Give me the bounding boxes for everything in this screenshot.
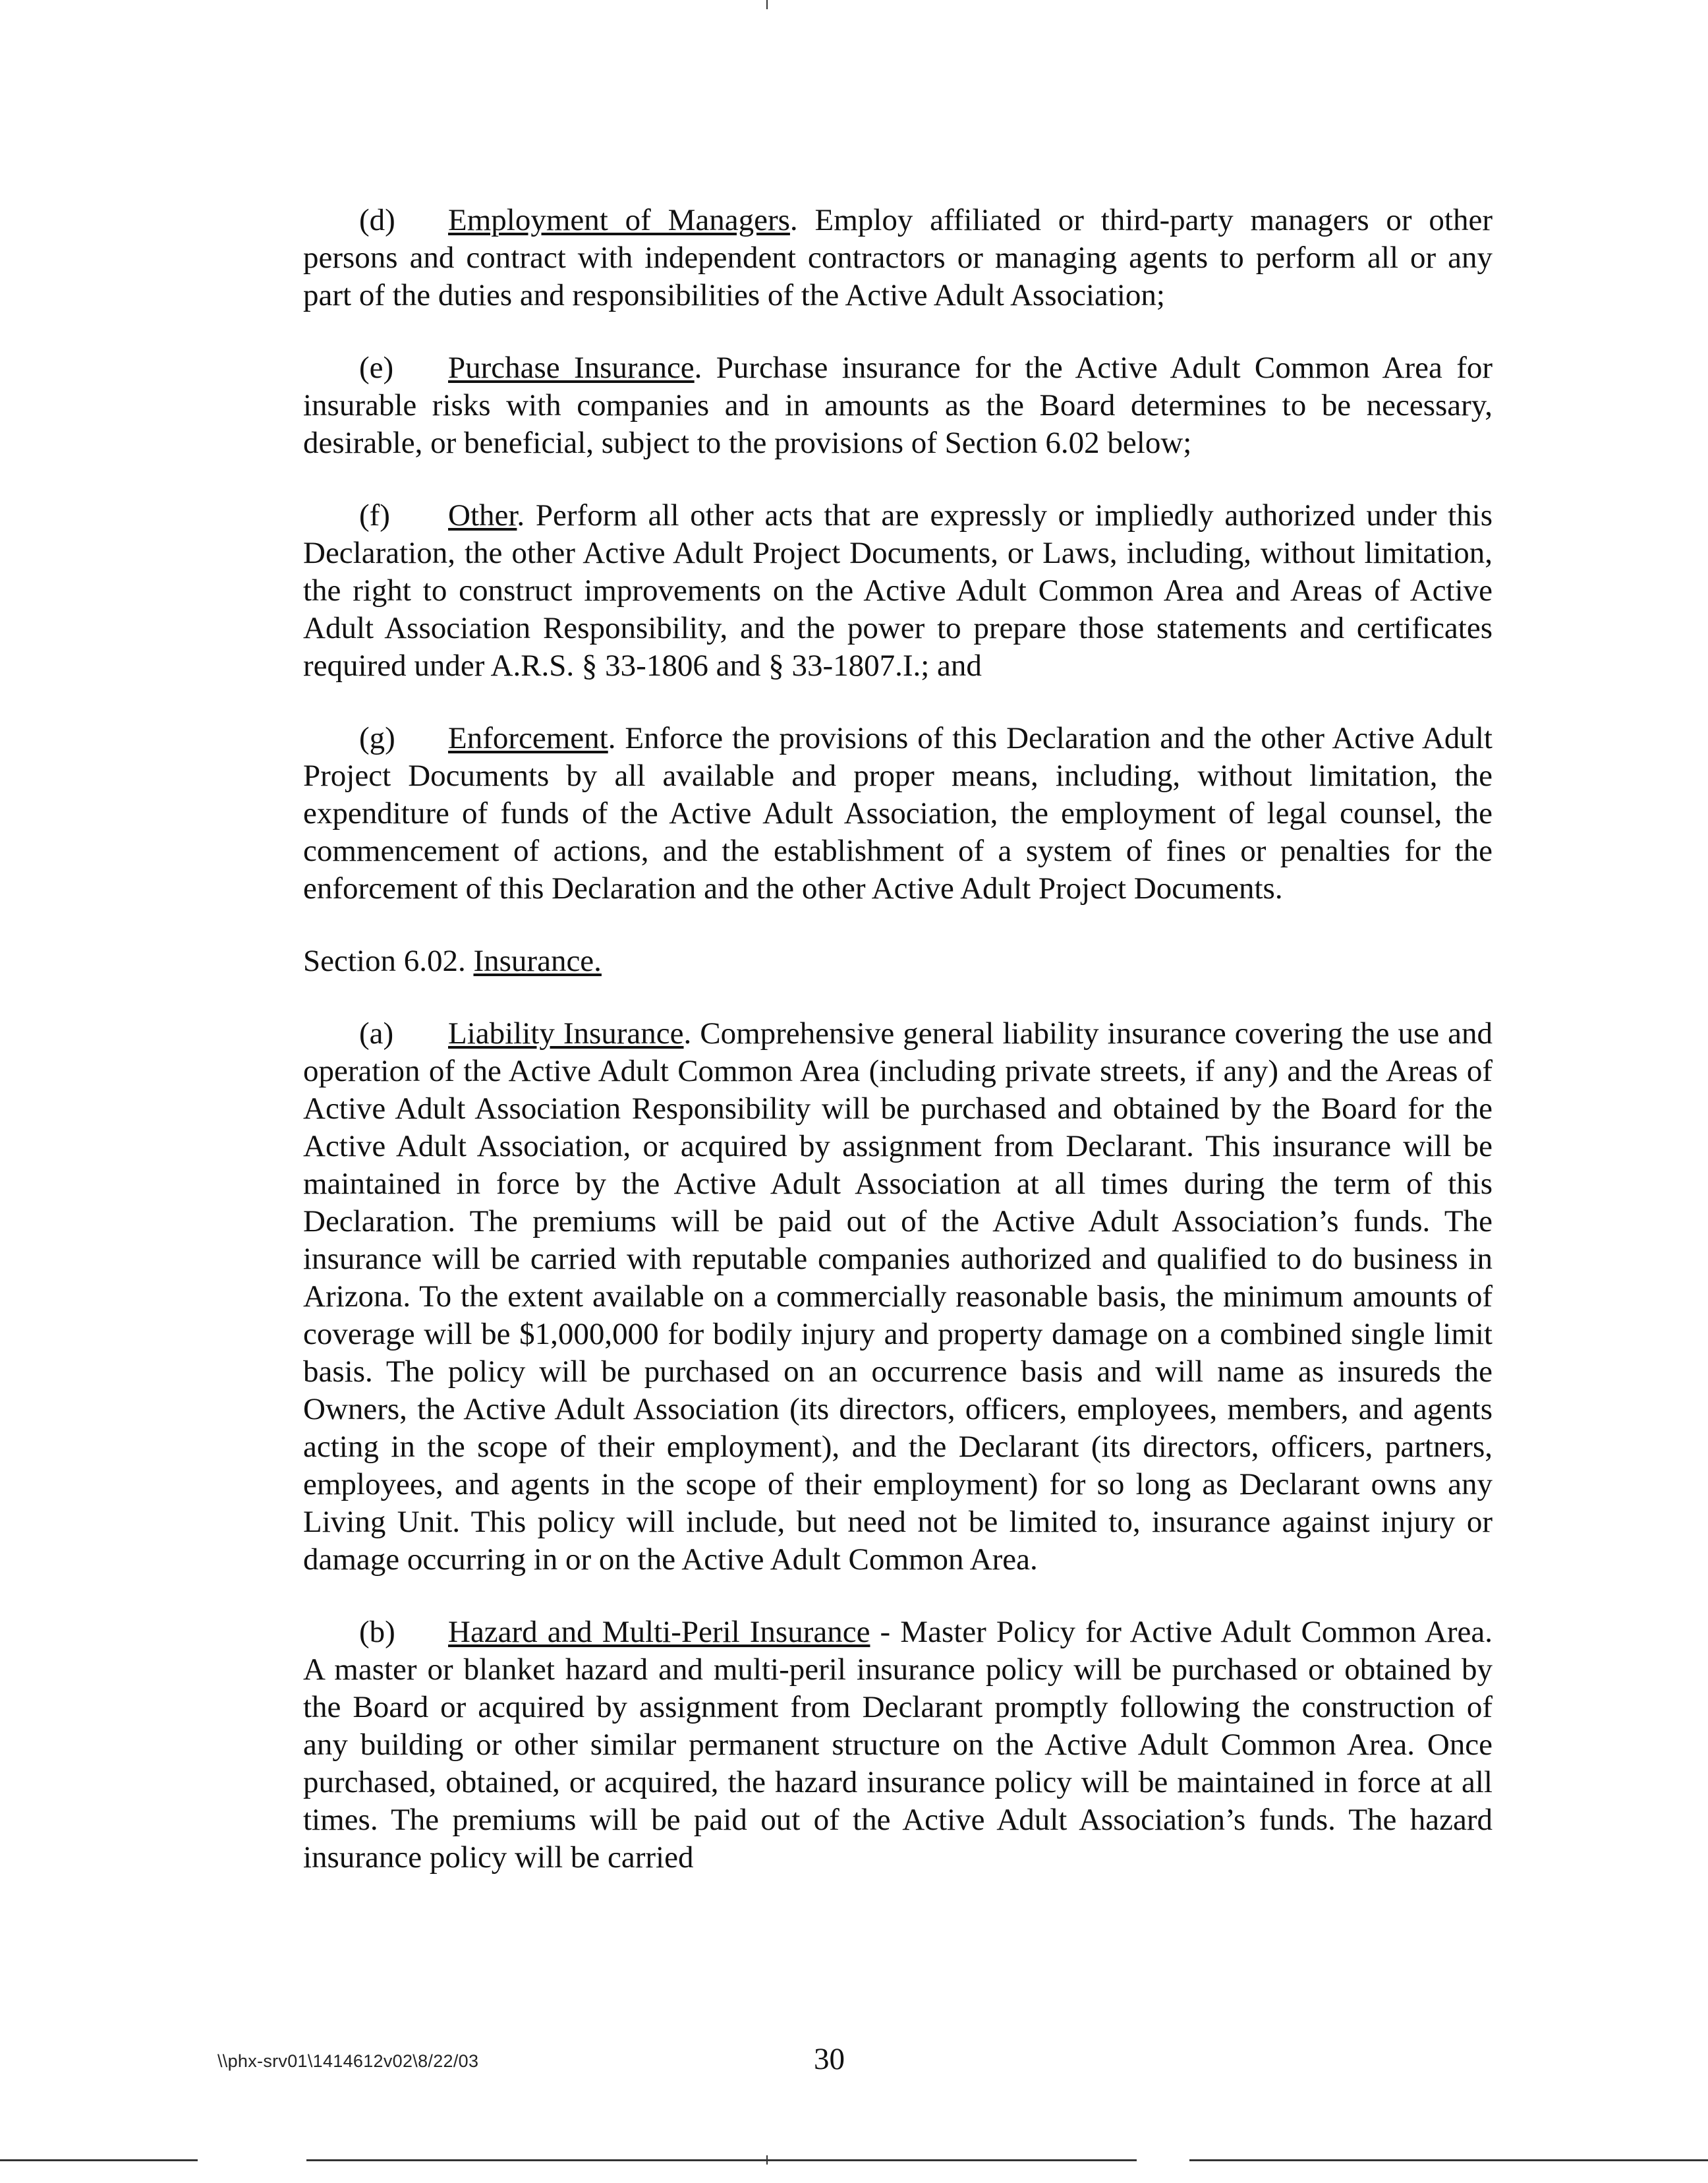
scan-mark-top bbox=[766, 0, 768, 9]
item-number: (b) bbox=[359, 1615, 395, 1649]
bottom-rule-right bbox=[1189, 2159, 1708, 2161]
item-body: . Comprehensive general liability insurance covering the use and operation of the Active Adult Common Area (including private streets, if any) and the Areas of Active Adult Association Responsibility will be purchased and obtained by the Board for the Active Adult Association, or acquired by assignment from Declarant. This insurance will be maintained in force by the Active Adult Association at all times during the term of this Declaration. The premiums will be paid out of the Active Adult Association’s funds. The insurance will be carried with reputable companies authorized and qualified to do business in Arizona. To the extent available on a commercially reasonable basis, the minimum amounts of coverage will be $1,000,000 for bodily injury and property damage on a combined single limit basis. The policy will be purchased on an occurrence basis and will name as insureds the Owners, the Active Adult Association (its directors, officers, employees, members, and agents acting in the scope of their employment), and the Declarant (its directors, officers, partners, employees, and agents in the scope of their employment) for so long as Declarant owns any Living Unit. This policy will include, but need not be limited to, insurance against injury or damage occurring in or on the Active Adult Common Area. bbox=[303, 1016, 1493, 1577]
section-title-text: Insurance. bbox=[473, 944, 602, 978]
paragraph-b bbox=[303, 1614, 1493, 1877]
item-number: (g) bbox=[359, 721, 395, 755]
bottom-rule-center bbox=[306, 2159, 1137, 2161]
paragraph-g bbox=[303, 720, 1493, 908]
item-heading: Purchase Insurance bbox=[448, 351, 695, 385]
section-heading bbox=[303, 943, 1493, 980]
item-body: . Perform all other acts that are expressly or impliedly authorized under this Declaration, the other Active Adult Project Documents, or Laws, including, without limitation, the right to construct improvements on the Active Adult Common Area and Areas of Active Adult Association Responsibility, and the power to prepare those statements and certificates required under A.R.S. § 33-1806 and § 33-1807.I.; and bbox=[303, 498, 1493, 683]
page-content bbox=[303, 202, 1493, 1877]
bottom-rule-left bbox=[0, 2159, 198, 2161]
item-number: (f) bbox=[359, 498, 390, 533]
item-number: (a) bbox=[359, 1016, 394, 1051]
paragraph-a bbox=[303, 1015, 1493, 1579]
item-heading: Liability Insurance bbox=[448, 1016, 684, 1051]
item-body: . Enforce the provisions of this Declaration and the other Active Adult Project Documents by all available and proper means, including, without limitation, the expenditure of funds of the Active Adult Association, the employment of legal counsel, the commencement of actions, and the establishment of a system of fines or penalties for the enforcement of this Declaration and the other Active Adult Project Documents. bbox=[303, 721, 1493, 906]
page-number: 30 bbox=[814, 2042, 845, 2076]
item-number: (e) bbox=[359, 351, 394, 385]
item-body: . Purchase insurance for the Active Adult Common Area for insurable risks with companies and in amounts as the Board determines to be necessary, desirable, or beneficial, subject to the provisions of Section 6.02 below; bbox=[303, 351, 1493, 460]
item-heading: Enforcement bbox=[448, 721, 608, 755]
item-body: . Employ affiliated or third-party managers or other persons and contract with independent contractors or managing agents to perform all or any part of the duties and responsibilities of the Active Adult Association; bbox=[303, 203, 1493, 312]
paragraph-f bbox=[303, 497, 1493, 685]
paragraph-e bbox=[303, 349, 1493, 462]
item-heading: Other bbox=[448, 498, 517, 533]
item-body: - Master Policy for Active Adult Common Area. A master or blanket hazard and multi-peril insurance policy will be purchased or obtained by the Board or acquired by assignment from Declarant promptly following the construction of any building or other similar permanent structure on the Active Adult Common Area. Once purchased, obtained, or acquired, the hazard insurance policy will be maintained in force at all times. The premiums will be paid out of the Active Adult Association’s funds. The hazard insurance policy will be carried bbox=[303, 1615, 1493, 1875]
scan-mark-bottom bbox=[766, 2155, 768, 2165]
item-number: (d) bbox=[359, 203, 395, 237]
item-heading: Employment of Managers bbox=[448, 203, 790, 237]
section-label: Section 6.02. bbox=[303, 944, 474, 978]
item-heading: Hazard and Multi-Peril Insurance bbox=[448, 1615, 870, 1649]
paragraph-d bbox=[303, 202, 1493, 314]
footer-document-id: \\phx-srv01\1414612v02\8/22/03 bbox=[217, 2051, 479, 2071]
